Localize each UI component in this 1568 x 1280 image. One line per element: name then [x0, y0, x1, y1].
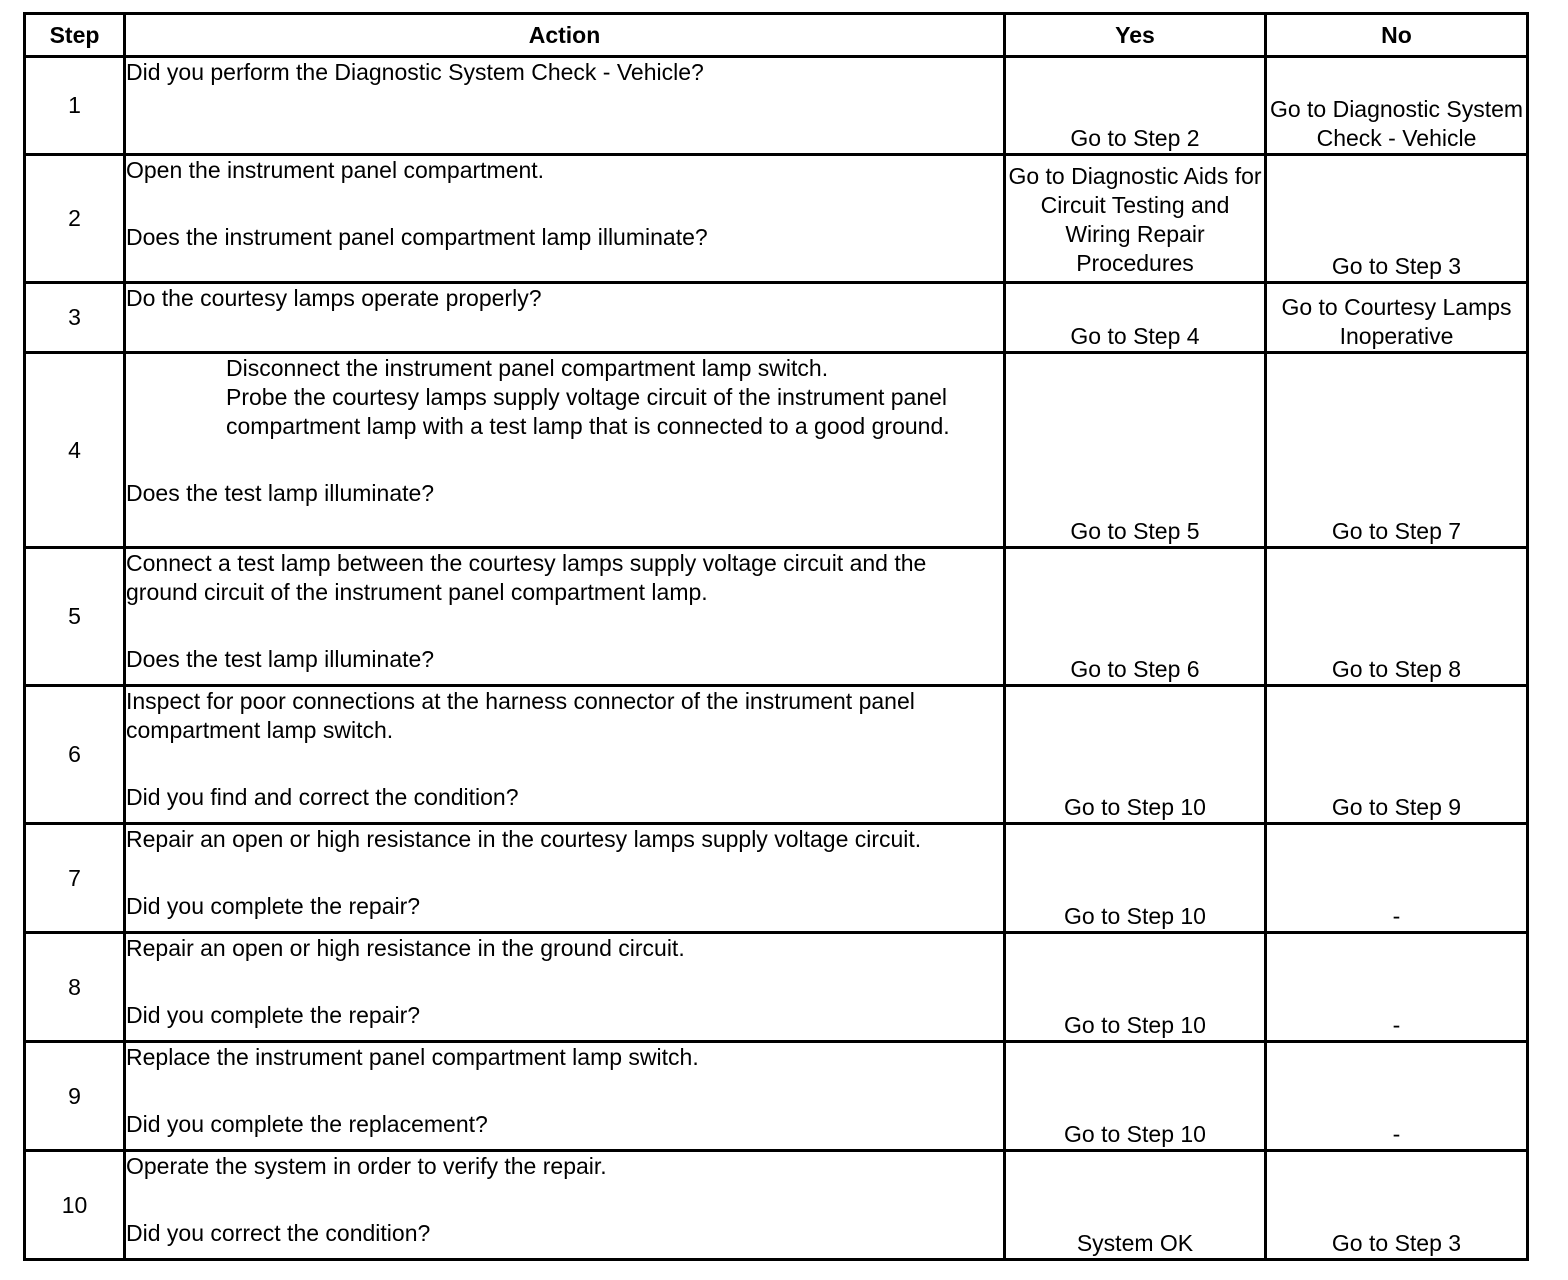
action-cell	[125, 1042, 1005, 1151]
step-number: 3	[25, 283, 125, 353]
no-cell: Go to Step 3	[1266, 155, 1528, 283]
yes-cell: Go to Diagnostic Aids for Circuit Testing and Wiring Repair Procedures	[1005, 155, 1266, 283]
yes-cell: Go to Step 2	[1005, 57, 1266, 155]
action-cell	[125, 353, 1005, 548]
no-cell: Go to Diagnostic System Check - Vehicle	[1266, 57, 1528, 155]
action-text: Do the courtesy lamps operate properly?	[126, 285, 542, 311]
action-cell	[125, 686, 1005, 824]
table-row	[25, 824, 1528, 933]
no-cell: Go to Step 9	[1266, 686, 1528, 824]
step-number: 8	[25, 933, 125, 1042]
header-step: Step	[25, 14, 125, 57]
yes-cell: Go to Step 10	[1005, 933, 1266, 1042]
no-cell: Go to Step 3	[1266, 1151, 1528, 1260]
yes-cell: System OK	[1005, 1151, 1266, 1260]
action-list-item: Probe the courtesy lamps supply voltage circuit of the instrument panel compartment lamp with a test lamp that is connected to a good ground.	[226, 384, 950, 439]
yes-cell: Go to Step 5	[1005, 353, 1266, 548]
action-list-item: Disconnect the instrument panel compartment lamp switch.	[226, 355, 829, 381]
step-number: 10	[25, 1151, 125, 1260]
yes-cell: Go to Step 10	[1005, 824, 1266, 933]
action-text: Open the instrument panel compartment.	[126, 157, 545, 183]
action-question: Does the test lamp illuminate?	[126, 646, 435, 672]
no-cell: -	[1266, 1042, 1528, 1151]
action-text: Connect a test lamp between the courtesy lamps supply voltage circuit and the ground circuit of the instrument panel compartment lamp.	[126, 550, 927, 605]
action-text: Repair an open or high resistance in the ground circuit.	[126, 935, 685, 961]
no-cell: Go to Step 8	[1266, 548, 1528, 686]
yes-cell: Go to Step 4	[1005, 283, 1266, 353]
yes-cell: Go to Step 10	[1005, 1042, 1266, 1151]
diagnostic-table	[23, 12, 1529, 1261]
action-question: Did you correct the condition?	[126, 1220, 431, 1246]
step-number: 4	[25, 353, 125, 548]
header-yes: Yes	[1005, 14, 1266, 57]
action-question: Did you find and correct the condition?	[126, 784, 519, 810]
table-row	[25, 933, 1528, 1042]
table-row	[25, 1151, 1528, 1260]
action-cell	[125, 824, 1005, 933]
step-number: 7	[25, 824, 125, 933]
action-cell	[125, 933, 1005, 1042]
yes-cell: Go to Step 10	[1005, 686, 1266, 824]
action-question: Did you complete the replacement?	[126, 1111, 488, 1137]
table-row	[25, 1042, 1528, 1151]
header-action: Action	[125, 14, 1005, 57]
no-cell: -	[1266, 933, 1528, 1042]
action-text: Replace the instrument panel compartment lamp switch.	[126, 1044, 699, 1070]
action-text: Repair an open or high resistance in the courtesy lamps supply voltage circuit.	[126, 826, 922, 852]
action-cell	[125, 548, 1005, 686]
table-row	[25, 548, 1528, 686]
step-number: 9	[25, 1042, 125, 1151]
action-question: Did you complete the repair?	[126, 1002, 421, 1028]
step-number: 6	[25, 686, 125, 824]
action-text: Did you perform the Diagnostic System Check - Vehicle?	[126, 59, 704, 85]
step-number: 5	[25, 548, 125, 686]
action-text: Inspect for poor connections at the harness connector of the instrument panel compartment lamp switch.	[126, 688, 915, 743]
action-question: Does the test lamp illuminate?	[126, 480, 435, 506]
table-row	[25, 57, 1528, 155]
action-question: Did you complete the repair?	[126, 893, 421, 919]
no-cell: -	[1266, 824, 1528, 933]
action-question: Does the instrument panel compartment lamp illuminate?	[126, 224, 708, 250]
header-no: No	[1266, 14, 1528, 57]
action-cell	[125, 155, 1005, 283]
table-row	[25, 686, 1528, 824]
no-cell: Go to Courtesy Lamps Inoperative	[1266, 283, 1528, 353]
table-row	[25, 353, 1528, 548]
yes-cell: Go to Step 6	[1005, 548, 1266, 686]
step-number: 1	[25, 57, 125, 155]
action-cell	[125, 283, 1005, 353]
action-text: Operate the system in order to verify the repair.	[126, 1153, 607, 1179]
action-cell	[125, 1151, 1005, 1260]
step-number: 2	[25, 155, 125, 283]
header-row	[25, 14, 1528, 57]
table-row	[25, 155, 1528, 283]
no-cell: Go to Step 7	[1266, 353, 1528, 548]
table-row	[25, 283, 1528, 353]
action-cell	[125, 57, 1005, 155]
